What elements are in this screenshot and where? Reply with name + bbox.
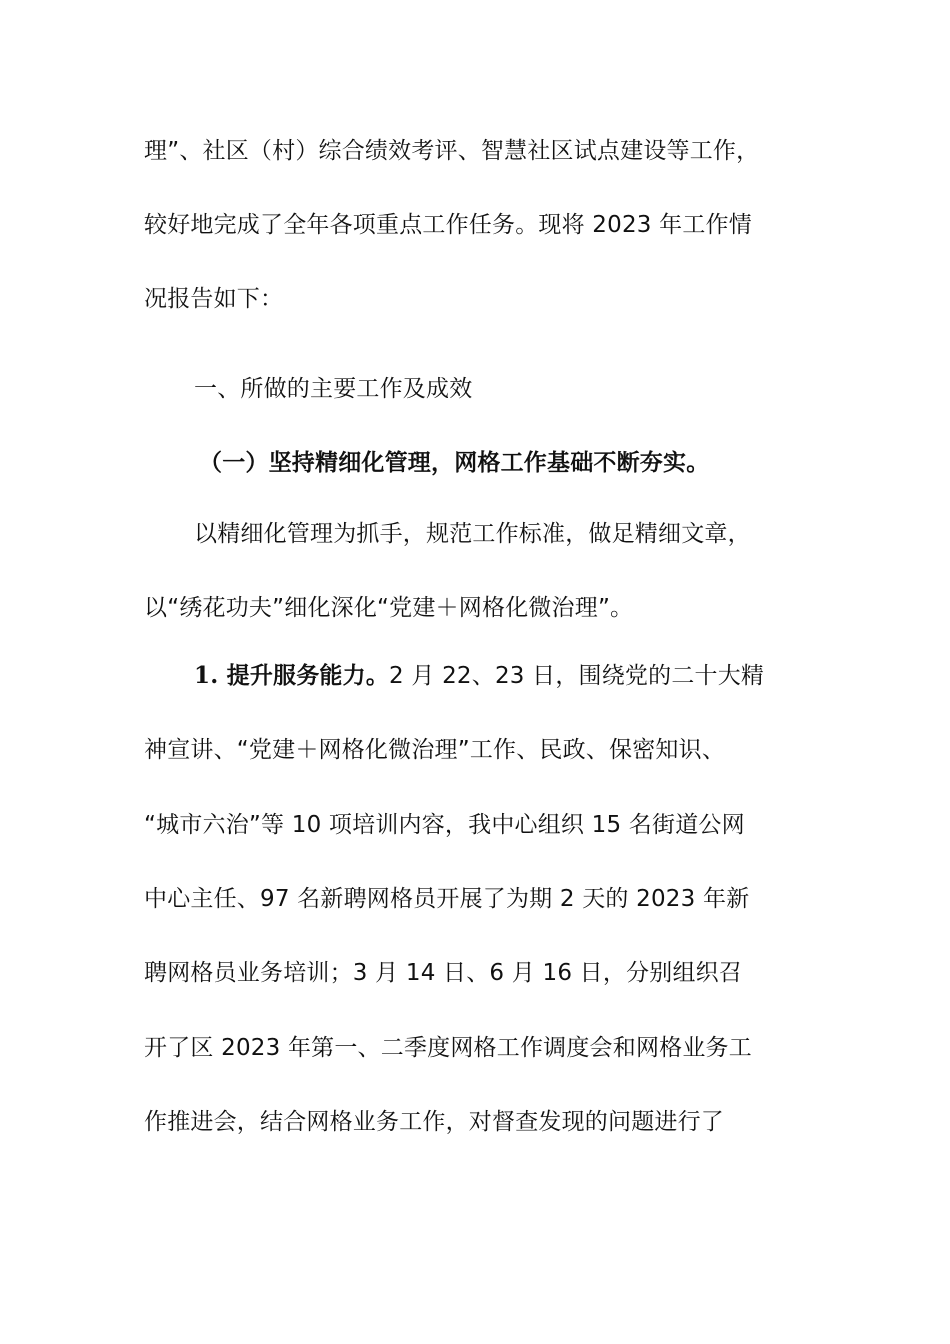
paragraph-line: 较好地完成了全年各项重点工作任务。现将 2023 年工作情 — [144, 212, 752, 238]
item-title: 提升服务能力。 — [218, 663, 390, 689]
paragraph-line: 作推进会，结合网格业务工作，对督查发现的问题进行了 — [144, 1109, 724, 1135]
paragraph-line: “城市六治”等 10 项培训内容，我中心组织 15 名街道公网 — [144, 812, 745, 838]
subsection-heading: （一）坚持精细化管理，网格工作基础不断夯实。 — [199, 450, 710, 476]
section-heading: 一、所做的主要工作及成效 — [194, 376, 473, 402]
paragraph-line: 神宣讲、“党建＋网格化微治理”工作、民政、保密知识、 — [144, 737, 726, 763]
paragraph-line: 以“绣花功夫”细化深化“党建＋网格化微治理”。 — [144, 595, 634, 621]
paragraph-line: 以精细化管理为抓手，规范工作标准，做足精细文章， — [194, 521, 751, 547]
paragraph-line: 况报告如下： — [144, 286, 284, 312]
paragraph-line: 聘网格员业务培训；3 月 14 日、6 月 16 日，分别组织召 — [144, 960, 743, 986]
item-line — [194, 661, 884, 691]
paragraph-line: 中心主任、97 名新聘网格员开展了为期 2 天的 2023 年新 — [144, 886, 750, 912]
item-number: 1. — [194, 662, 219, 689]
item-text: 2 月 22、23 日，围绕党的二十大精 — [389, 663, 765, 689]
paragraph-line: 理”、社区（村）综合绩效考评、智慧社区试点建设等工作， — [144, 138, 760, 164]
paragraph-line: 开了区 2023 年第一、二季度网格工作调度会和网格业务工 — [144, 1035, 752, 1061]
